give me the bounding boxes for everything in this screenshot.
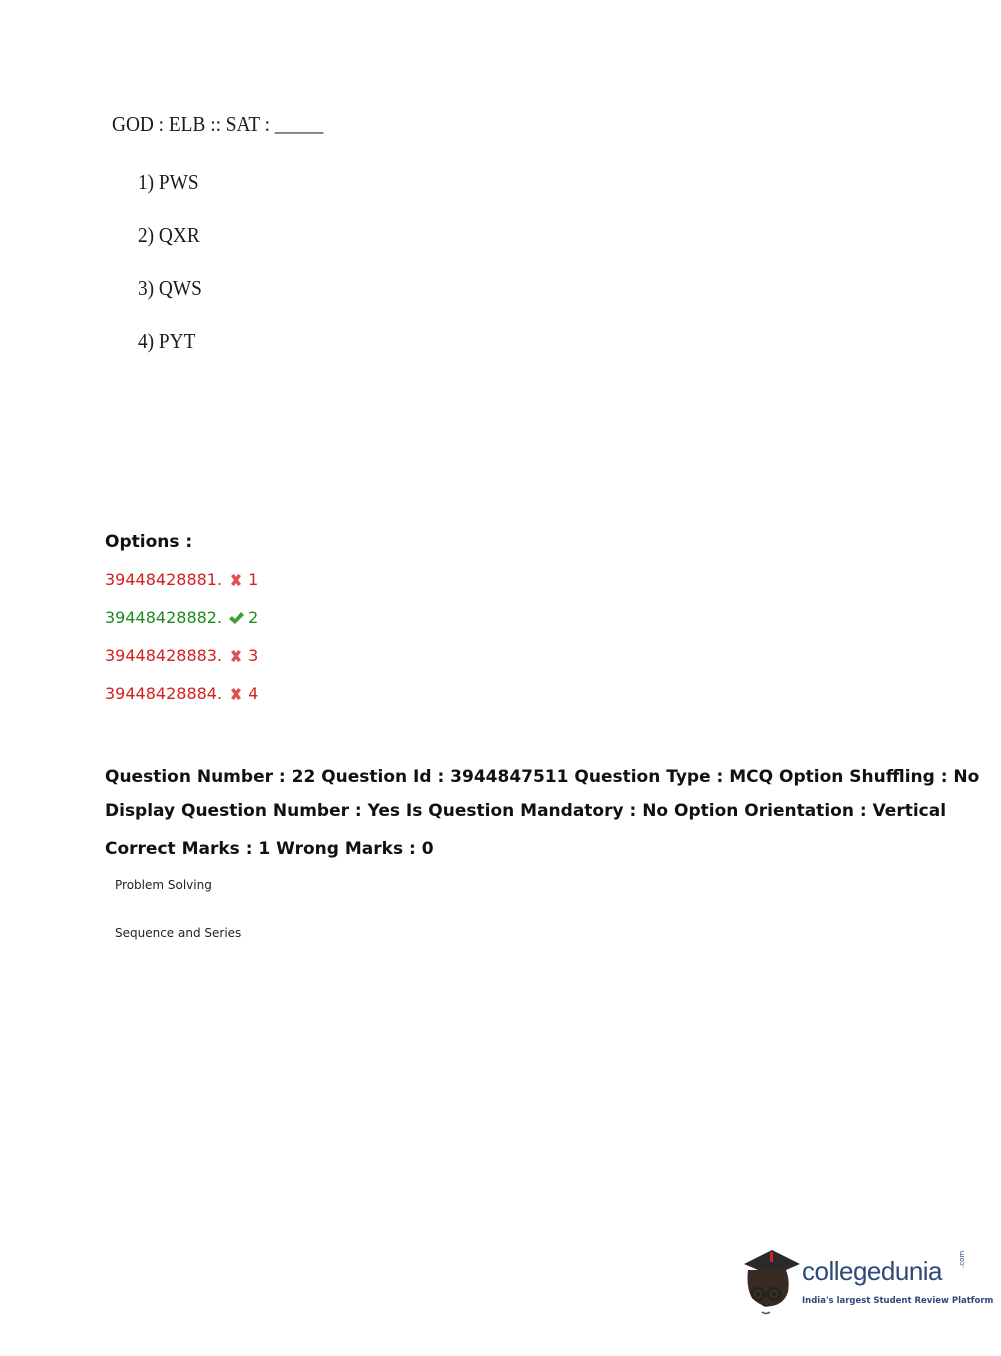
mascot-icon bbox=[740, 1248, 802, 1318]
option-row bbox=[105, 570, 258, 589]
cross-icon bbox=[228, 648, 244, 664]
question-stem: GOD : ELB :: SAT : _____ bbox=[112, 112, 324, 136]
question-meta-line: Display Question Number : Yes Is Question Mandatory : No Option Orientation : Vertical bbox=[105, 801, 947, 821]
cross-icon bbox=[228, 572, 244, 588]
choice-1: 1) PWS bbox=[138, 170, 199, 194]
options-heading: Options : bbox=[105, 532, 193, 552]
option-label: 1 bbox=[248, 570, 259, 589]
logo-tagline: India's largest Student Review Platform bbox=[802, 1296, 994, 1306]
option-row bbox=[105, 684, 258, 703]
collegedunia-logo bbox=[740, 1248, 994, 1318]
option-label: 4 bbox=[248, 684, 259, 703]
subject-tag: Problem Solving bbox=[115, 878, 212, 892]
choice-4: 4) PYT bbox=[138, 329, 196, 353]
cross-icon bbox=[228, 686, 244, 702]
logo-suffix: .com bbox=[958, 1250, 966, 1268]
option-label: 3 bbox=[248, 646, 259, 665]
topic-tag: Sequence and Series bbox=[115, 926, 242, 940]
option-id: 39448428881. bbox=[105, 570, 223, 589]
logo-wordmark: collegedunia bbox=[802, 1256, 943, 1286]
question-meta-line: Question Number : 22 Question Id : 3944847511 Question Type : MCQ Option Shuffling : No bbox=[105, 767, 980, 787]
question-marks: Correct Marks : 1 Wrong Marks : 0 bbox=[105, 839, 434, 859]
option-id: 39448428883. bbox=[105, 646, 223, 665]
option-row bbox=[105, 608, 258, 627]
option-id: 39448428884. bbox=[105, 684, 223, 703]
check-icon bbox=[228, 610, 244, 626]
question-image bbox=[112, 112, 341, 353]
option-row bbox=[105, 646, 258, 665]
choice-3: 3) QWS bbox=[138, 276, 202, 300]
option-label: 2 bbox=[248, 608, 259, 627]
option-id: 39448428882. bbox=[105, 608, 223, 627]
choice-2: 2) QXR bbox=[138, 223, 200, 247]
